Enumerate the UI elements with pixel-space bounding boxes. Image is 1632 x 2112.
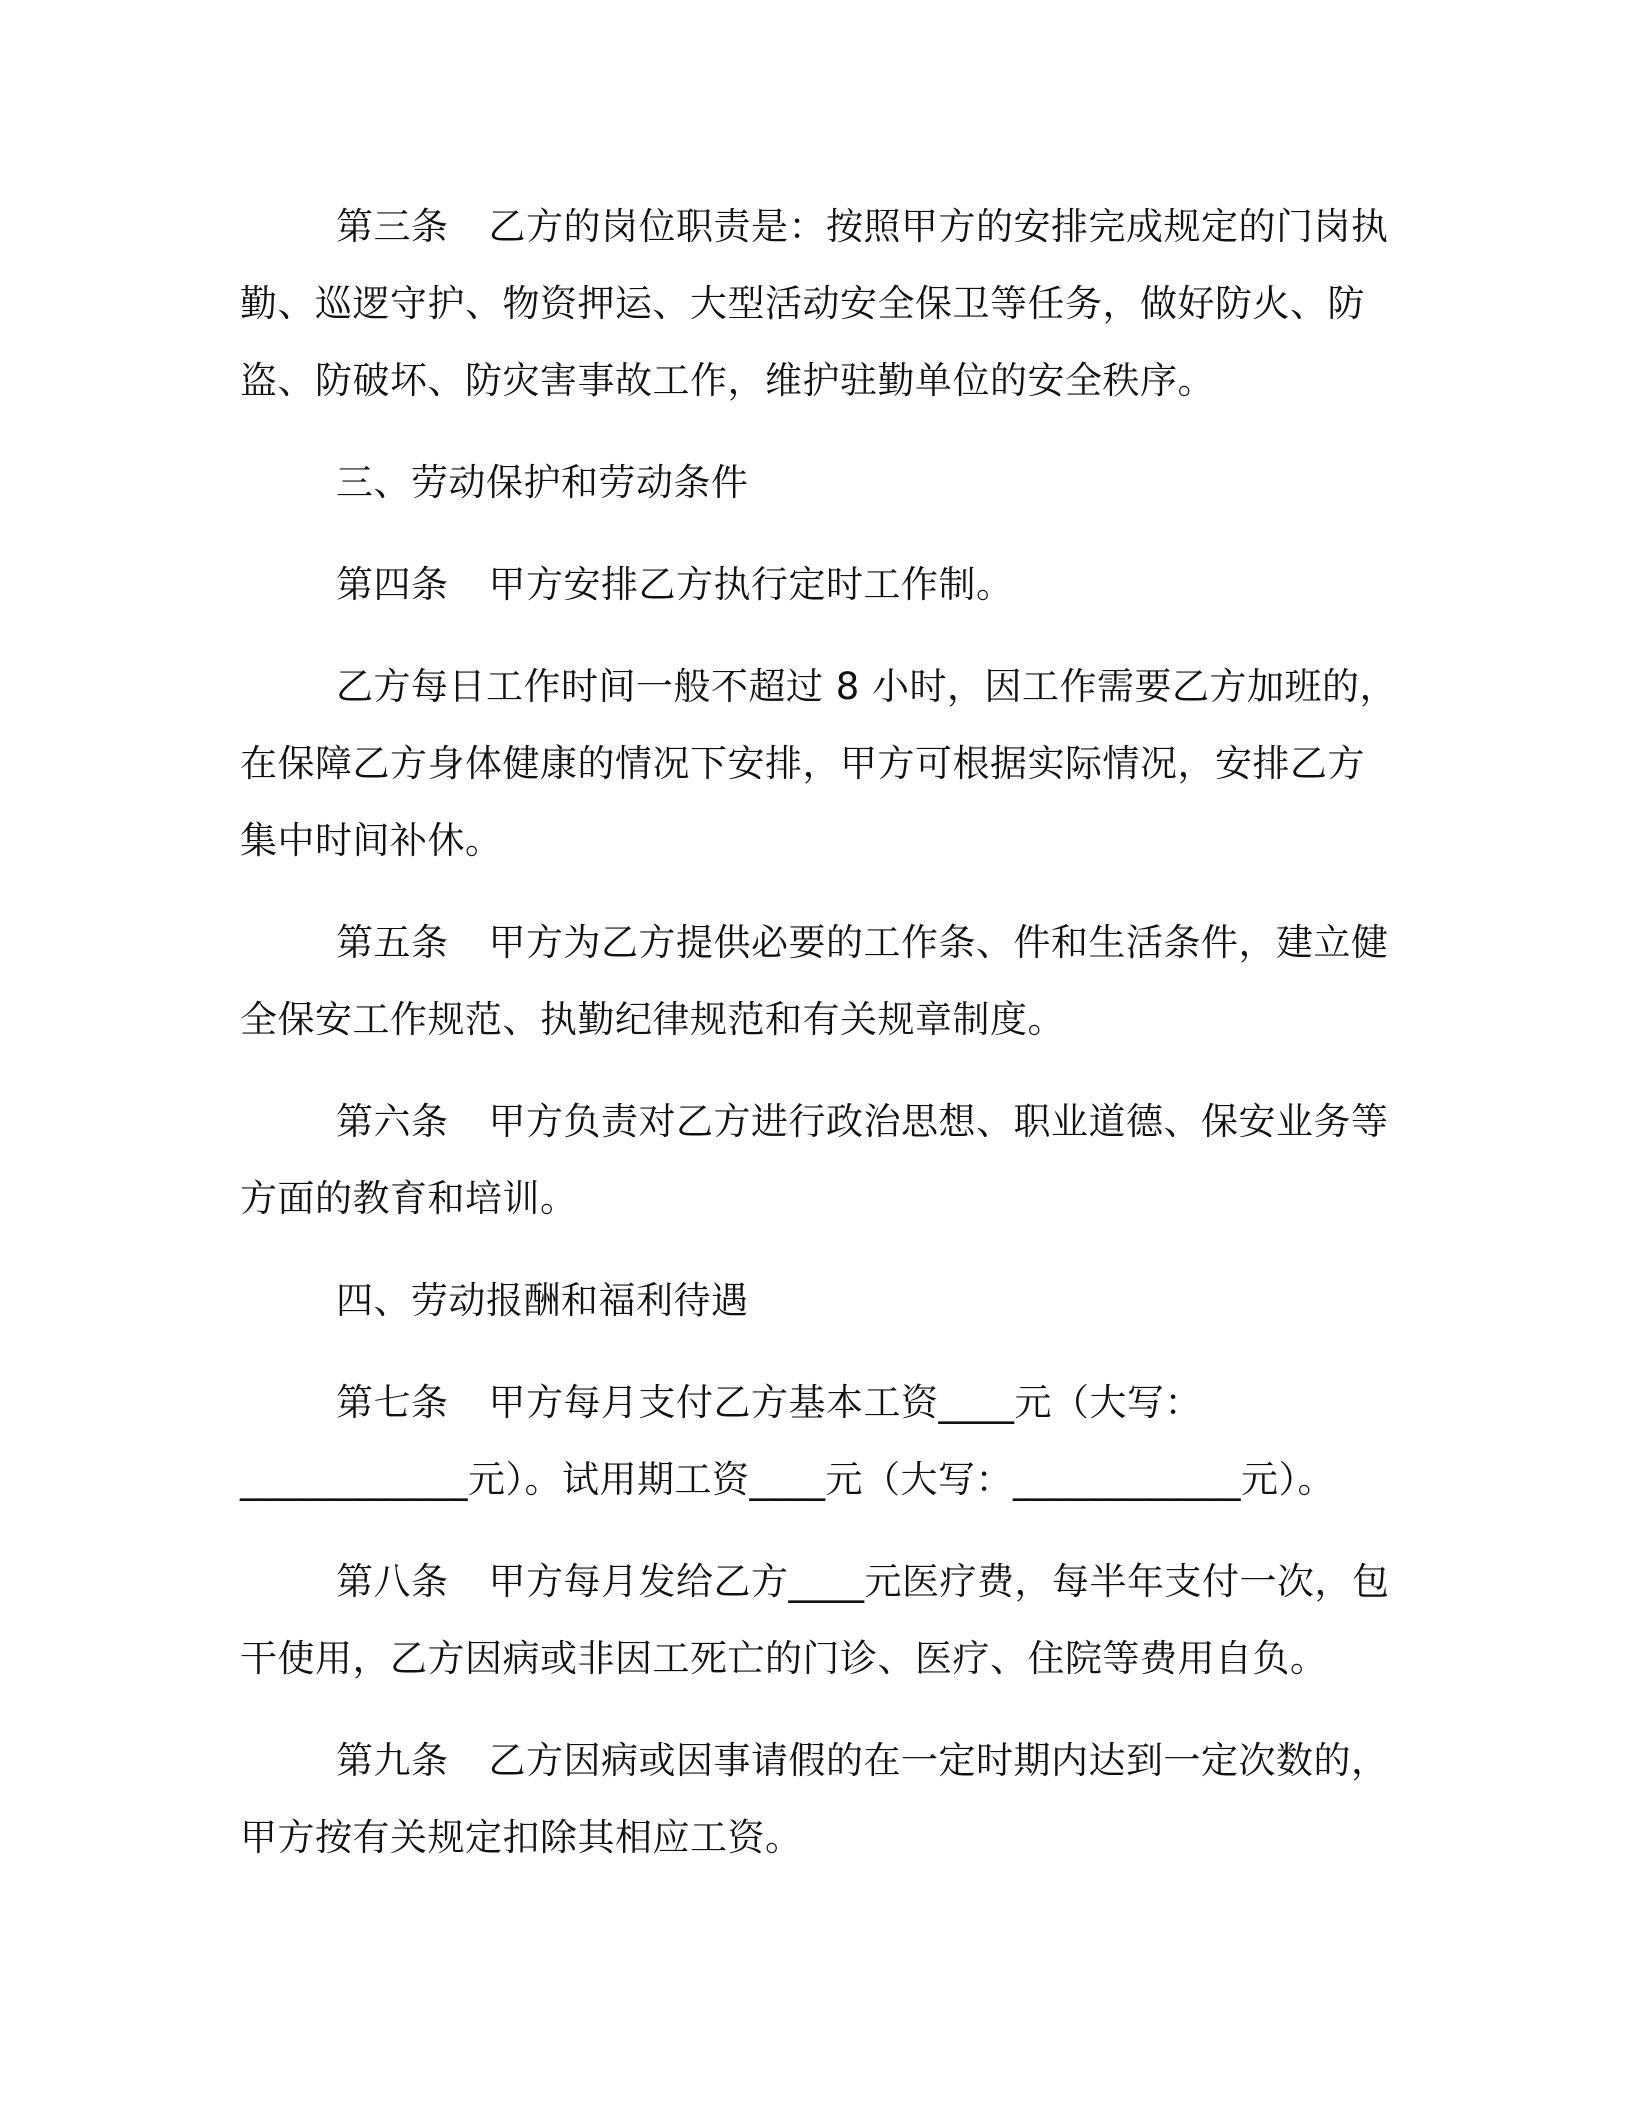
paragraph-text: 乙方每日工作时间一般不超过 8 小时，因工作需要乙方加班的，在保障乙方身体健康的情况下安排，甲方可根据实际情况，安排乙方集中时间补休。 bbox=[240, 665, 1398, 862]
article-text: 甲方负责对乙方进行政治思想、职业道德、保安业务等方面的教育和培训。 bbox=[240, 1100, 1389, 1220]
article-3 bbox=[240, 188, 1400, 419]
article-6 bbox=[240, 1083, 1400, 1237]
section-heading-3: 三、劳动保护和劳动条件 bbox=[336, 461, 749, 504]
article-number: 第七条 bbox=[336, 1381, 449, 1424]
article-number: 第八条 bbox=[336, 1560, 449, 1603]
article-8 bbox=[240, 1543, 1400, 1697]
article-number: 第九条 bbox=[336, 1739, 449, 1782]
article-number: 第五条 bbox=[336, 921, 449, 964]
article-7 bbox=[240, 1364, 1400, 1518]
article-4-paragraph bbox=[240, 648, 1400, 879]
article-text: 乙方因病或因事请假的在一定时期内达到一定次数的，甲方按有关规定扣除其相应工资。 bbox=[240, 1739, 1389, 1859]
section-heading-4: 四、劳动报酬和福利待遇 bbox=[336, 1279, 749, 1322]
article-number: 第六条 bbox=[336, 1100, 449, 1143]
article-text: 甲方每月支付乙方基本工资____元（大写：____________元）。试用期工资____元（大写：____________元）。 bbox=[240, 1381, 1335, 1501]
article-text: 乙方的岗位职责是：按照甲方的安排完成规定的门岗执勤、巡逻守护、物资押运、大型活动安全保卫等任务，做好防火、防盗、防破坏、防灾害事故工作，维护驻勤单位的安全秩序。 bbox=[240, 205, 1389, 402]
article-text: 甲方安排乙方执行定时工作制。 bbox=[488, 563, 1014, 606]
document-body bbox=[240, 188, 1400, 1901]
article-4 bbox=[240, 546, 1400, 623]
article-number: 第三条 bbox=[336, 205, 449, 248]
article-5 bbox=[240, 904, 1400, 1058]
article-number: 第四条 bbox=[336, 563, 449, 606]
article-text: 甲方每月发给乙方____元医疗费，每半年支付一次，包干使用，乙方因病或非因工死亡的门诊、医疗、住院等费用自负。 bbox=[240, 1560, 1390, 1680]
article-9 bbox=[240, 1722, 1400, 1876]
article-text: 甲方为乙方提供必要的工作条、件和生活条件，建立健全保安工作规范、执勤纪律规范和有关规章制度。 bbox=[240, 921, 1389, 1041]
